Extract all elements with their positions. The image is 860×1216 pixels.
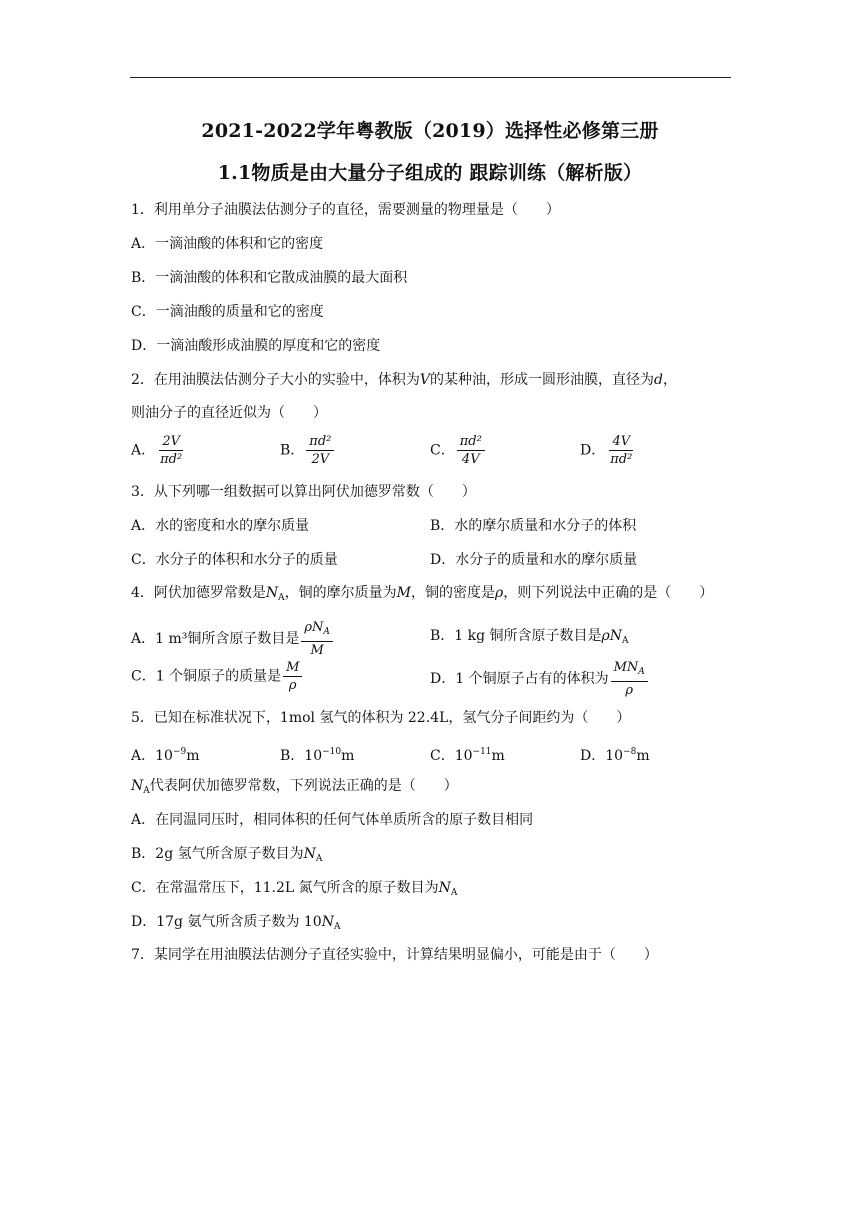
fraction-numerator (611, 660, 648, 682)
q5-option-b (280, 742, 354, 766)
q5-option-a-label: A．10 (131, 748, 173, 764)
q2-option-b (280, 434, 336, 467)
q2-option-d-fraction (607, 434, 635, 467)
q4-option-a-fraction (301, 620, 333, 658)
q5-option-d-exponent: −8 (623, 747, 637, 757)
q6-option-b-na-sub: A (315, 854, 323, 864)
q1-option-d: D．一滴油酸形成油膜的厚度和它的密度 (131, 338, 381, 354)
q6-option-b (131, 844, 322, 869)
q2-option-d-label: D． (580, 442, 606, 459)
q5-option-d-label: D．10 (580, 748, 624, 764)
title-line-1: 2021-2022学年粤教版（2019）选择性必修第三册 (201, 120, 659, 142)
q6-option-b-text: B．2g 氢气所含原子数目为 (131, 846, 304, 862)
q5-option-a (131, 742, 200, 766)
q5-option-d (580, 742, 650, 766)
q2-option-b-label: B． (280, 442, 305, 459)
q2-var-v: V (419, 372, 431, 388)
q7-stem: 7．某同学在用油膜法估测分子直径实验中，计算结果明显偏小，可能是由于（ ） (131, 947, 658, 963)
q3-option-b: B．水的摩尔质量和水分子的体积 (430, 518, 637, 534)
fraction-denominator: 2V (311, 452, 330, 467)
q2-option-c-label: C． (430, 442, 455, 459)
q1-option-c: C．一滴油酸的质量和它的密度 (131, 304, 324, 320)
q2-var-d: d (654, 372, 663, 388)
q6-option-d-text: D．17g 氨气所含质子数为 10 (131, 914, 322, 930)
q4-option-b (430, 626, 629, 651)
fraction-numerator: πd² (457, 434, 485, 451)
q4-option-c (131, 660, 304, 693)
fraction-numerator: πd² (306, 434, 334, 451)
fraction-denominator: πd² (610, 452, 633, 467)
q2-option-c-fraction (457, 434, 485, 467)
q4-stem (131, 583, 713, 608)
q6-option-c-na-sub: A (450, 888, 458, 898)
q1-option-b: B．一滴油酸的体积和它散成油膜的最大面积 (131, 270, 408, 286)
q4-a-num-text: ρN (304, 620, 324, 635)
q4-option-c-text: C．1 个铜原子的质量是 (131, 668, 282, 685)
q4-option-b-symbol: ρN (601, 628, 623, 644)
q5-option-c-unit: m (491, 748, 505, 764)
q6-stem-text: 代表阿伏加德罗常数，下列说法正确的是（ ） (149, 778, 458, 794)
q4-a-num-sub: A (323, 627, 330, 637)
q4-stem-part3: ，铜的密度是 (411, 585, 496, 601)
q4-option-d-text: D．1 个铜原子占有的体积为 (430, 671, 609, 687)
header-rule (130, 77, 731, 78)
q5-option-b-exponent: −10 (322, 747, 342, 757)
q6-option-c-text: C．在常温常压下，11.2L 氮气所含的原子数目为 (131, 880, 439, 896)
q6-option-d-na-sub: A (333, 922, 341, 932)
q2-stem-part1: 2．在用油膜法估测分子大小的实验中，体积为 (131, 372, 420, 388)
q2-option-b-fraction (306, 434, 334, 467)
q1-stem: 1．利用单分子油膜法估测分子的直径，需要测量的物理量是（ ） (131, 202, 560, 218)
fraction-denominator: ρ (288, 678, 297, 693)
fraction-denominator: M (310, 643, 324, 658)
q5-option-b-label: B．10 (280, 748, 323, 764)
fraction-numerator: 4V (609, 434, 633, 451)
q4-stem-part2: ，铜的摩尔质量为 (284, 585, 397, 601)
q2-option-a (131, 434, 187, 467)
q5-option-b-unit: m (341, 748, 355, 764)
q4-na-subscript: A (278, 593, 285, 603)
q2-stem-part3: ， (663, 372, 677, 388)
q4-m-symbol: M (396, 585, 412, 601)
q4-option-d-fraction (611, 660, 648, 698)
fraction-denominator: 4V (461, 452, 480, 467)
fraction-numerator: 2V (159, 434, 183, 451)
q4-option-a (131, 620, 335, 658)
q2-stem-line2: 则油分子的直径近似为（ ） (131, 405, 327, 421)
q3-option-c: C．水分子的体积和水分子的质量 (131, 552, 338, 568)
fraction-numerator: M (283, 660, 302, 677)
q5-option-c-label: C．10 (430, 748, 473, 764)
q2-option-a-fraction (157, 434, 185, 467)
q3-stem: 3．从下列哪一组数据可以算出阿伏加德罗常数（ ） (131, 484, 476, 500)
fraction-denominator: ρ (625, 683, 634, 698)
q5-option-a-exponent: −9 (172, 747, 187, 757)
q4-stem-part4: ，则下列说法中正确的是（ ） (503, 585, 714, 601)
q6-option-a: A．在同温同压时，相同体积的任何气体单质所含的原子数目相同 (131, 812, 534, 828)
q4-option-b-subscript: A (622, 636, 629, 646)
q3-option-a: A．水的密度和水的摩尔质量 (131, 518, 310, 534)
q4-stem-part1: 4．阿伏加德罗常数是 (131, 585, 266, 601)
q4-d-num-sub: A (638, 667, 645, 677)
q6-option-d-na: N (321, 914, 334, 930)
q4-option-c-fraction (283, 660, 302, 693)
q5-stem: 5．已知在标准状况下，1mol 氢气的体积为 22.4L，氢气分子间距约为（ ） (131, 710, 631, 726)
q3-option-d: D．水分子的质量和水的摩尔质量 (430, 552, 638, 568)
q4-option-d (430, 660, 650, 698)
q4-d-num-text: MN (613, 660, 639, 675)
q6-option-c (131, 878, 457, 903)
q5-option-c (430, 742, 505, 766)
q4-rho-symbol: ρ (495, 585, 504, 601)
q6-option-c-na: N (438, 880, 451, 896)
q6-na-subscript: A (143, 786, 150, 796)
q2-stem-part2: 的某种油，形成一圆形油膜，直径为 (430, 372, 655, 388)
q6-na-symbol: N (131, 778, 144, 794)
q1-option-a: A．一滴油酸的体积和它的密度 (131, 236, 324, 252)
q6-option-d (131, 912, 340, 937)
q2-option-a-label: A． (131, 442, 156, 459)
q4-option-b-text: B．1 kg 铜所含原子数目是 (430, 628, 602, 644)
q5-option-d-unit: m (636, 748, 650, 764)
q6-option-b-na: N (303, 846, 316, 862)
q4-option-a-text: A．1 m³铜所含原子数目是 (131, 631, 300, 647)
q5-option-a-unit: m (186, 748, 200, 764)
q2-option-c (430, 434, 487, 467)
title-line-2: 1.1物质是由大量分子组成的 跟踪训练（解析版） (217, 162, 643, 184)
fraction-denominator: πd² (160, 452, 183, 467)
fraction-numerator (301, 620, 333, 642)
q4-na-symbol: N (265, 585, 279, 601)
q2-stem (131, 370, 677, 390)
q6-stem (131, 776, 458, 801)
q5-option-c-exponent: −11 (472, 747, 492, 757)
q2-option-d (580, 434, 637, 467)
